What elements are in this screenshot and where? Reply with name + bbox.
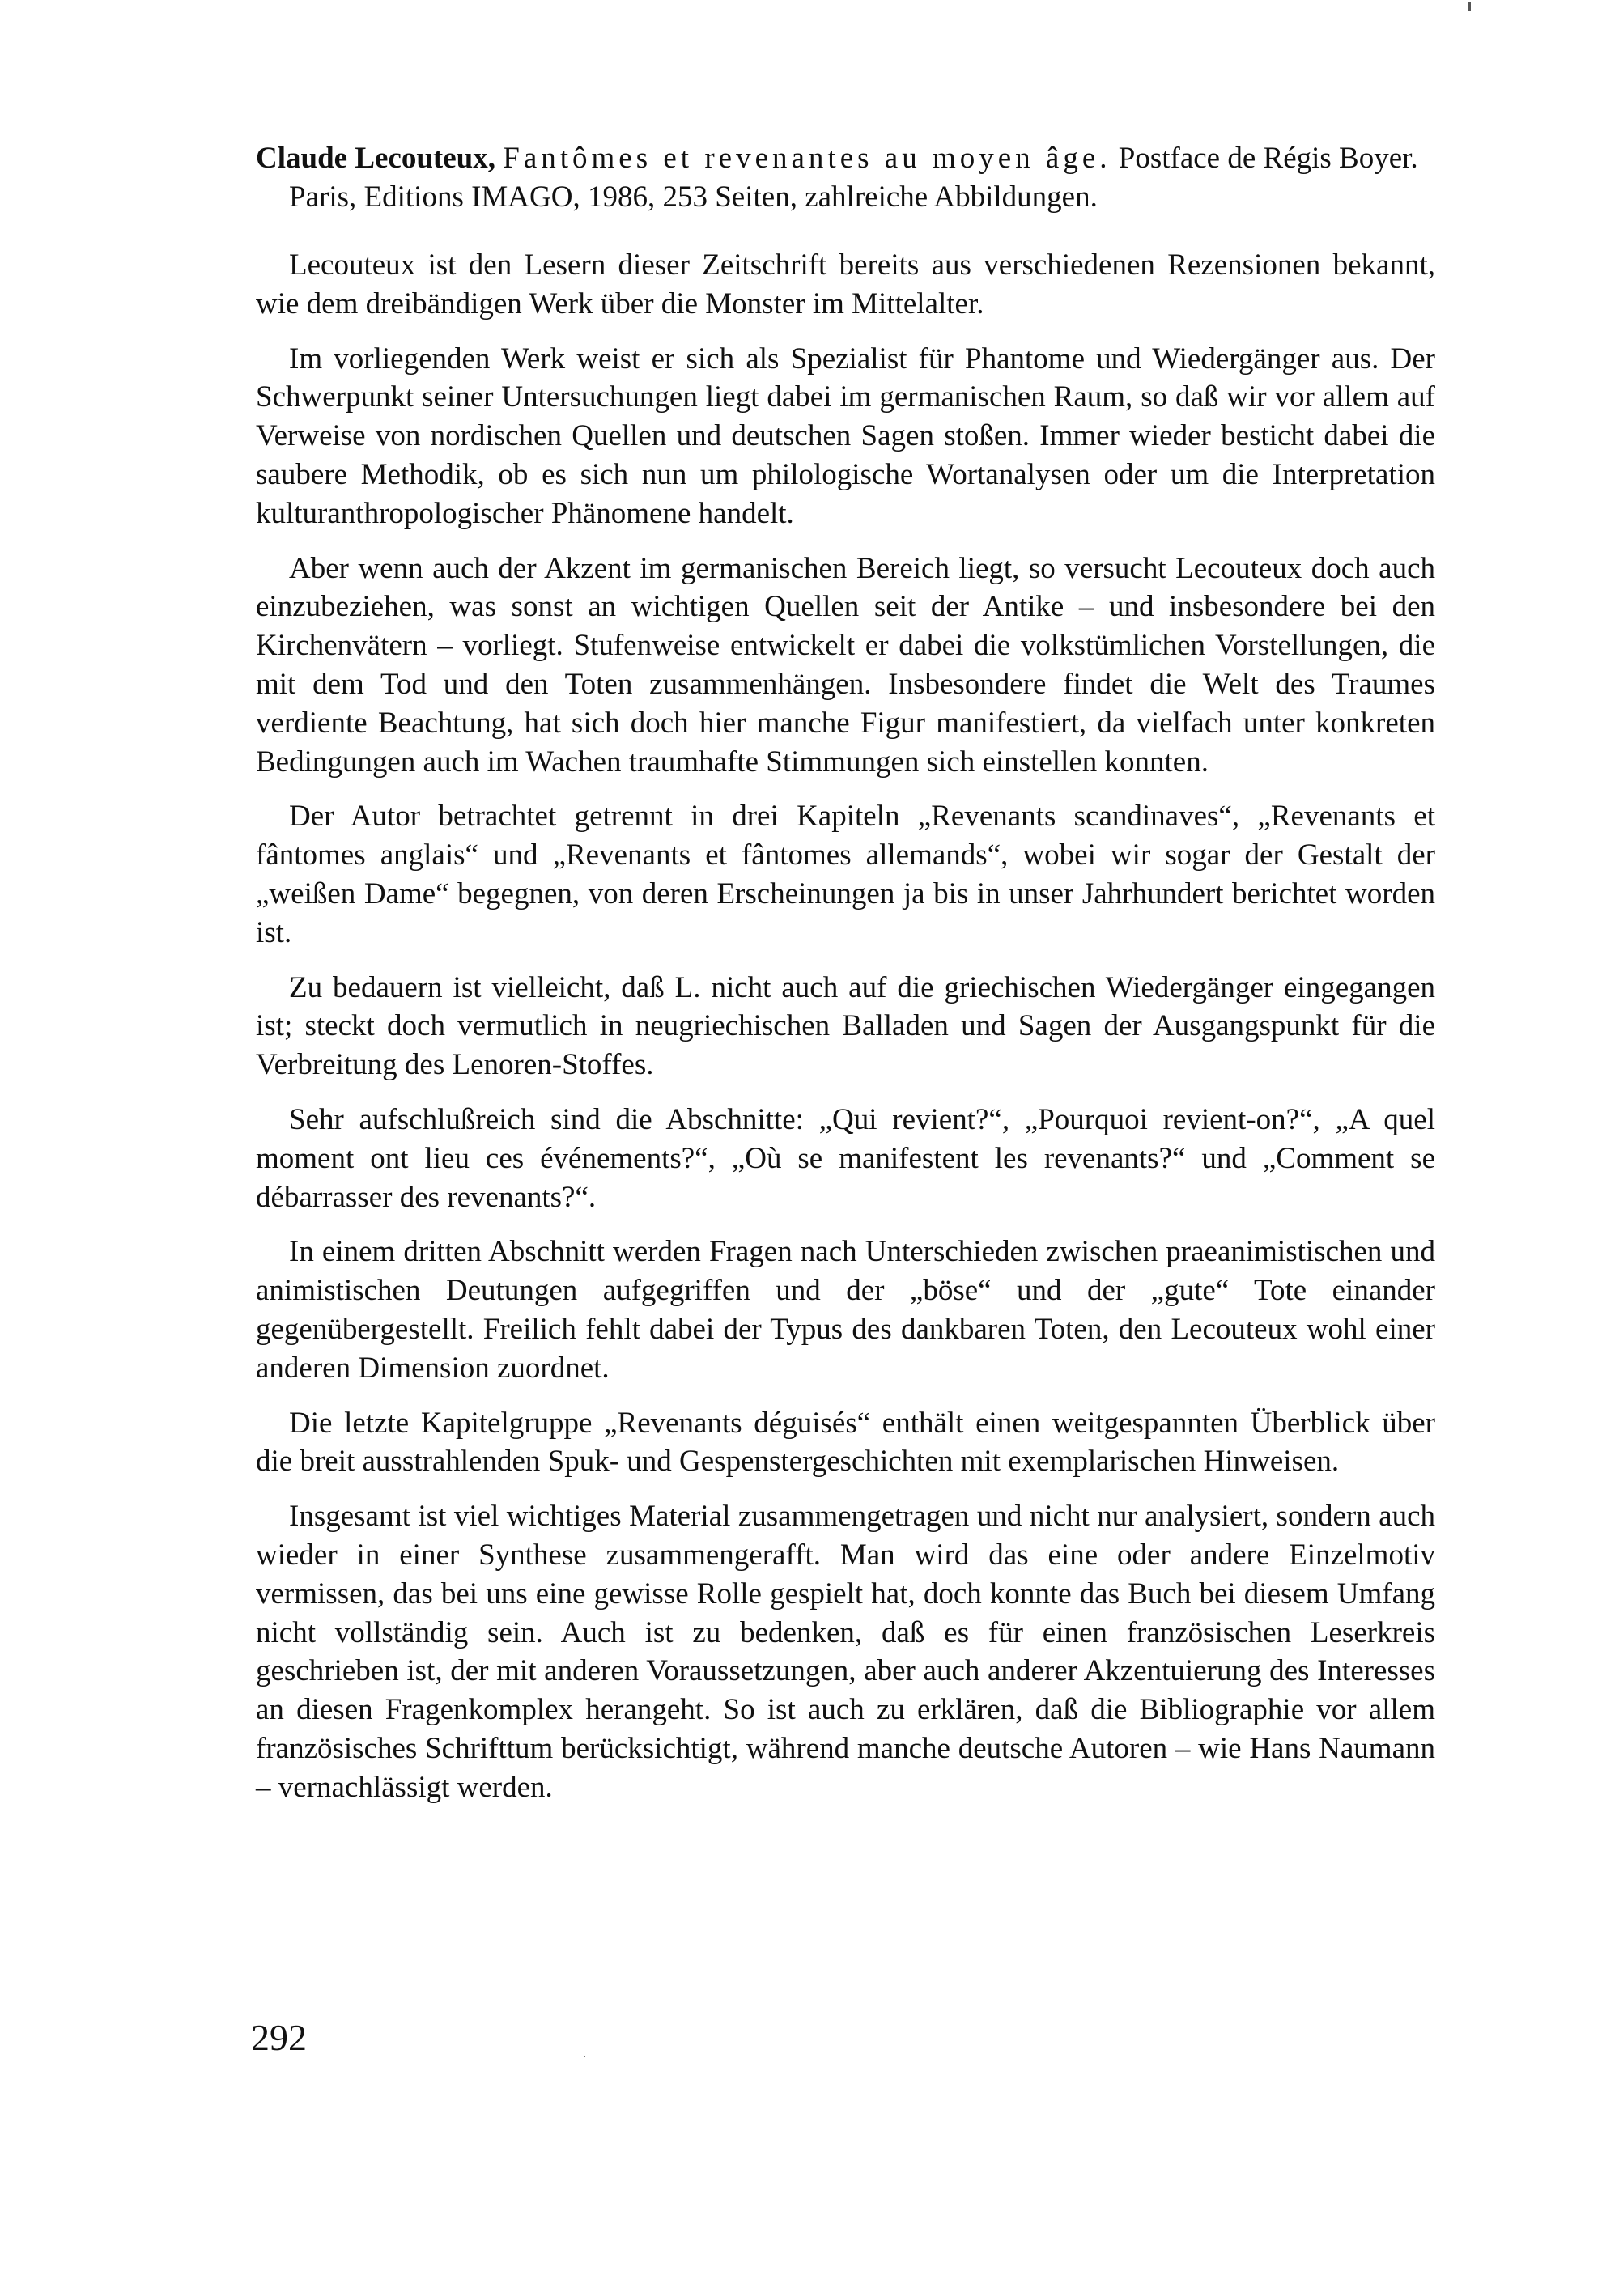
- book-title: Fantômes et revenantes au moyen âge.: [503, 142, 1111, 175]
- paragraph-6: Sehr aufschlußreich sind die Abschnitte: „Qui revient?“, „Pourquoi revient-on?“, „A quel moment ont lieu ces événements?“, „Où se manifestent les revenants?“ und „Comment se débarrasser des revenants?“.: [256, 1102, 1435, 1214]
- paragraph-5: Zu bedauern ist vielleicht, daß L. nicht auch auf die griechischen Wiedergänger eingegangen ist; steckt doch vermutlich in neugriechischen Balladen und Sagen der Ausgangspunkt für die Verbreitung des Lenoren-Stoffes.: [256, 970, 1435, 1082]
- publication-details: Postface de Régis Boyer. Paris, Editions IMAGO, 1986, 253 Seiten, zahlreiche Abbildungen.: [289, 142, 1418, 214]
- paragraph-9: Insgesamt ist viel wichtiges Material zusammengetragen und nicht nur analysiert, sondern auch wieder in einer Synthese zusammengerafft. Man wird das eine oder andere Einzelmotiv vermissen, das bei uns eine gewisse Rolle gespielt hat, doch konnte das Buch bei diesem Umfang nicht vollständig sein. Auch ist zu bedenken, daß es für einen französischen Leserkreis geschrieben ist, der mit anderen Voraussetzungen, aber auch anderer Akzentuierung des Interesses an diesen Fragenkomplex herangeht. So ist auch zu erklären, daß die Bibliographie vor allem französisches Schrifttum berücksichtigt, während manche deutsche Autoren – wie Hans Naumann – vernachlässigt werden.: [256, 1500, 1435, 1804]
- paragraph-2: Im vorliegenden Werk weist er sich als Spezialist für Phantome und Wiedergänger aus. Der Schwerpunkt seiner Untersuchungen liegt dabei im germanischen Raum, so daß wir vor allem auf Verweise von nordischen Quellen und deutschen Sagen stoßen. Immer wieder besticht dabei die saubere Methodik, ob es sich nun um philologische Wortanalysen oder um die Interpretation kulturanthropologischer Phänomene handelt.: [256, 342, 1435, 530]
- scan-artifact-dot: [584, 2056, 585, 2057]
- paragraph-1: Lecouteux ist den Lesern dieser Zeitschrift bereits aus verschiedenen Rezensionen bekannt, wie dem dreibändigen Werk über die Monster im Mittelalter.: [256, 248, 1435, 320]
- paragraph-4: Der Autor betrachtet getrennt in drei Kapiteln „Revenants scandinaves“, „Revenants et fântomes anglais“ und „Revenants et fântomes allemands“, wobei wir sogar der Gestalt der „weißen Dame“ begegnen, von deren Erscheinungen ja bis in unser Jahrhundert berichtet worden ist.: [256, 800, 1435, 949]
- review-body: [256, 246, 1435, 1806]
- paragraph-3: Aber wenn auch der Akzent im germanischen Bereich liegt, so versucht Lecouteux doch auch einzubeziehen, was sonst an wichtigen Quellen seit der Antike – und insbesondere bei den Kirchenvätern – vorliegt. Stufenweise entwickelt er dabei die volkstümlichen Vorstellungen, die mit dem Tod und den Toten zusammenhängen. Insbesondere findet die Welt des Traumes verdiente Beachtung, hat sich doch hier manche Figur manifestiert, da vielfach unter konkreten Bedingungen auch im Wachen traumhafte Stimmungen sich einstellen konnten.: [256, 551, 1435, 779]
- scan-artifact: [1468, 2, 1471, 11]
- review-page: [256, 139, 1435, 1823]
- review-author: Claude Lecouteux,: [256, 142, 495, 175]
- page-number: 292: [251, 2017, 307, 2058]
- bibliographic-header: [256, 139, 1435, 217]
- paragraph-8: Die letzte Kapitelgruppe „Revenants déguisés“ enthält einen weitgespannten Überblick über die breit ausstrahlenden Spuk- und Gespenstergeschichten mit exemplarischen Hinweisen.: [256, 1406, 1435, 1479]
- paragraph-7: In einem dritten Abschnitt werden Fragen nach Unterschieden zwischen praeanimistischen und animistischen Deutungen aufgegriffen und der „böse“ und der „gute“ Tote einander gegenübergestellt. Freilich fehlt dabei der Typus des dankbaren Toten, den Lecouteux wohl einer anderen Dimension zuordnet.: [256, 1235, 1435, 1385]
